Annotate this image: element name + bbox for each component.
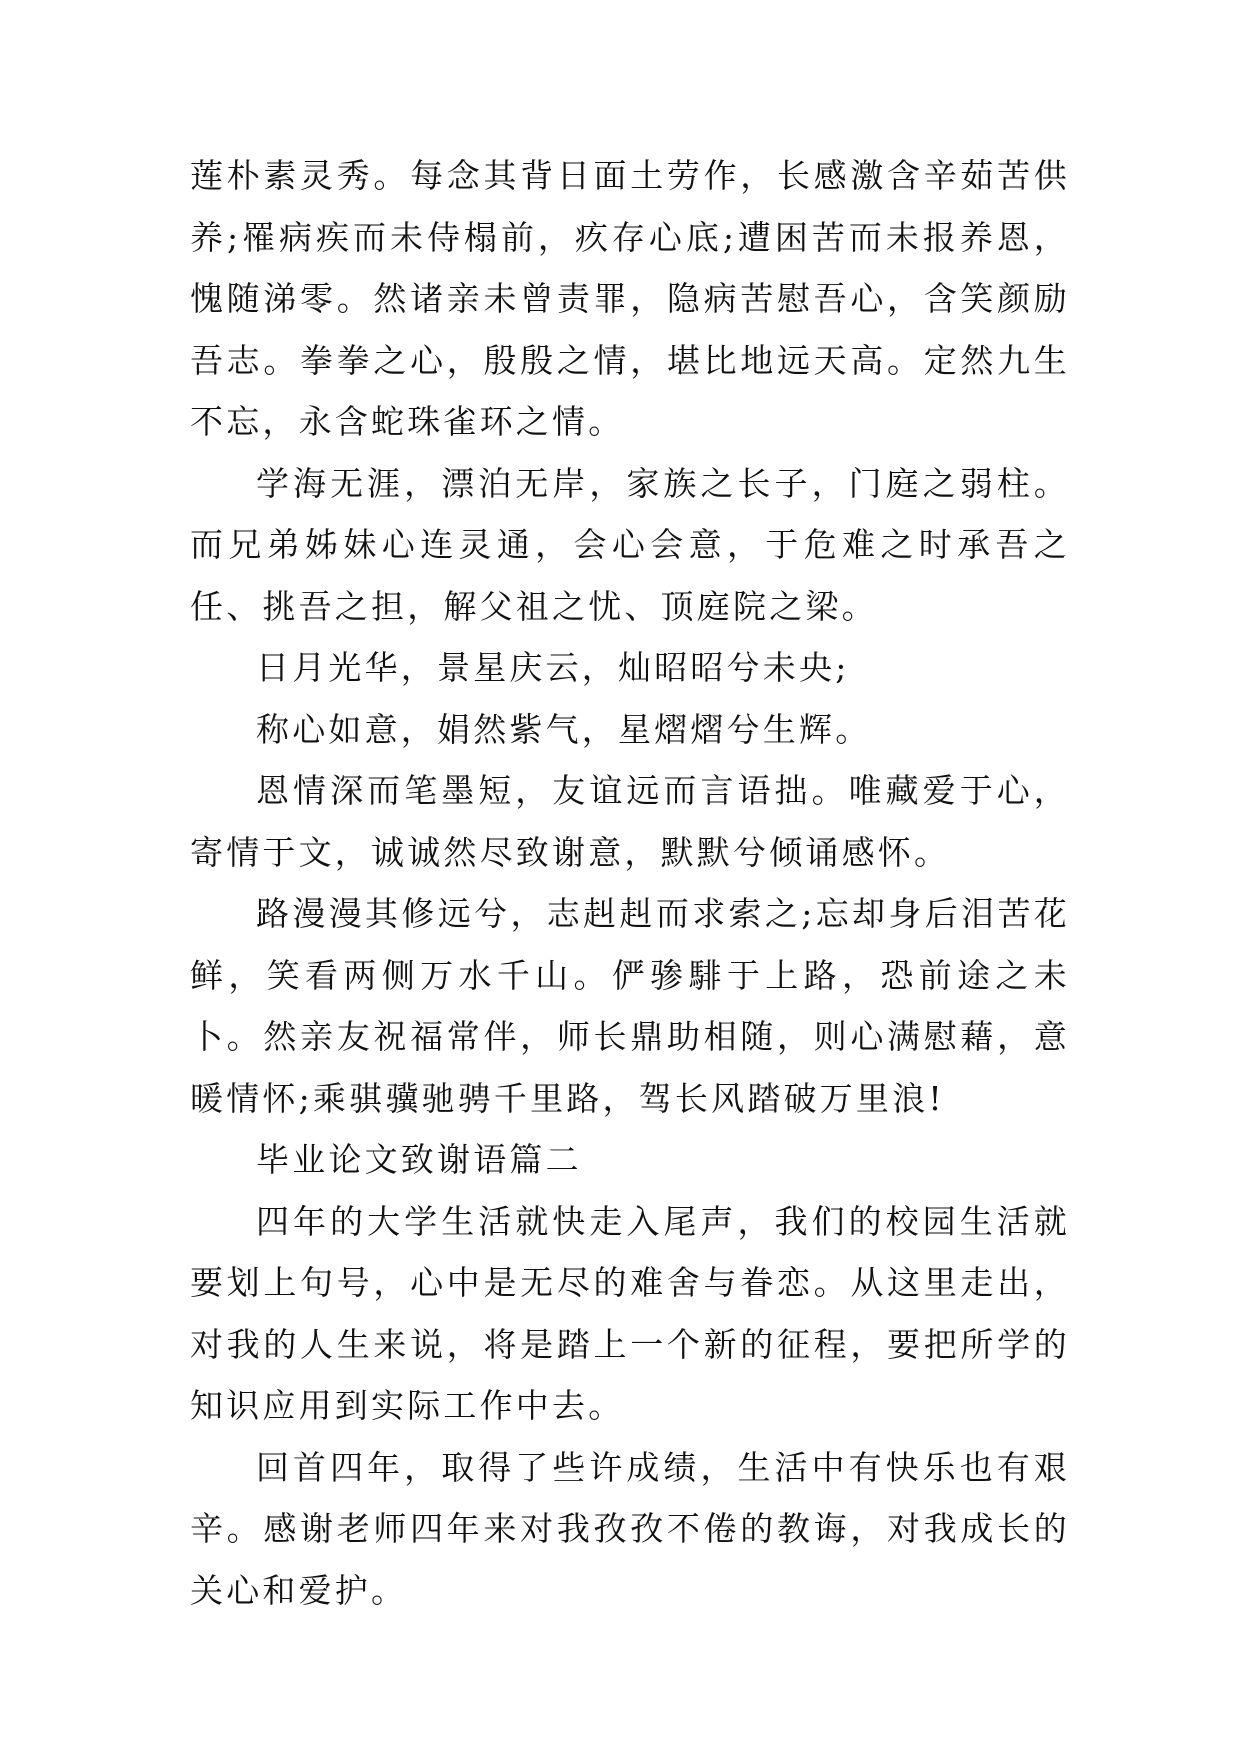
section-heading: 毕业论文致谢语篇二: [256, 1140, 582, 1179]
paragraph-continued: 莲朴素灵秀。每念其背日面土劳作，长感激含辛茹苦供养;罹病疾而未侍榻前，疚存心底;遭困苦而未报养恩，愧随涕零。然诸亲未曾责罪，隐病苦慰吾心，含笑颜励吾志。拳拳之心，殷殷之情，堪比地远天高。定然九生不忘，永含蛇珠雀环之情。: [190, 156, 1070, 441]
couplet-line-2: 称心如意，娟然紫气，星熠熠兮生辉。: [256, 709, 872, 749]
paragraph-university: 四年的大学生活就快走入尾声，我们的校园生活就要划上句号，心中是无尽的难舍与眷恋。从这里走出，对我的人生来说，将是踏上一个新的征程，要把所学的知识应用到实际工作中去。: [190, 1201, 1070, 1425]
paragraph-teachers: 回首四年，取得了些许成绩，生活中有快乐也有艰辛。感谢老师四年来对我孜孜不倦的教诲，对我成长的关心和爱护。: [190, 1447, 1070, 1610]
paragraph-journey: 路漫漫其修远兮，志赳赳而求索之;忘却身后泪苦花鲜，笑看两侧万水千山。俨骖騑于上路，恐前途之未卜。然亲友祝福常伴，师长鼎助相随，则心满慰藉，意暖情怀;乘骐骥驰骋千里路，驾长风踏破万里浪!: [190, 894, 1070, 1118]
paragraph-gratitude: 恩情深而笔墨短，友谊远而言语拙。唯藏爱于心，寄情于文，诚诚然尽致谢意，默默兮倾诵感怀。: [190, 771, 1070, 872]
document-body: [190, 145, 1070, 1621]
paragraph-siblings: 学海无涯，漂泊无岸，家族之长子，门庭之弱柱。而兄弟姊妹心连灵通，会心会意，于危难之时承吾之任、挑吾之担，解父祖之忧、顶庭院之梁。: [190, 463, 1070, 626]
couplet-line-1: 日月光华，景星庆云，灿昭昭兮未央;: [256, 648, 850, 687]
